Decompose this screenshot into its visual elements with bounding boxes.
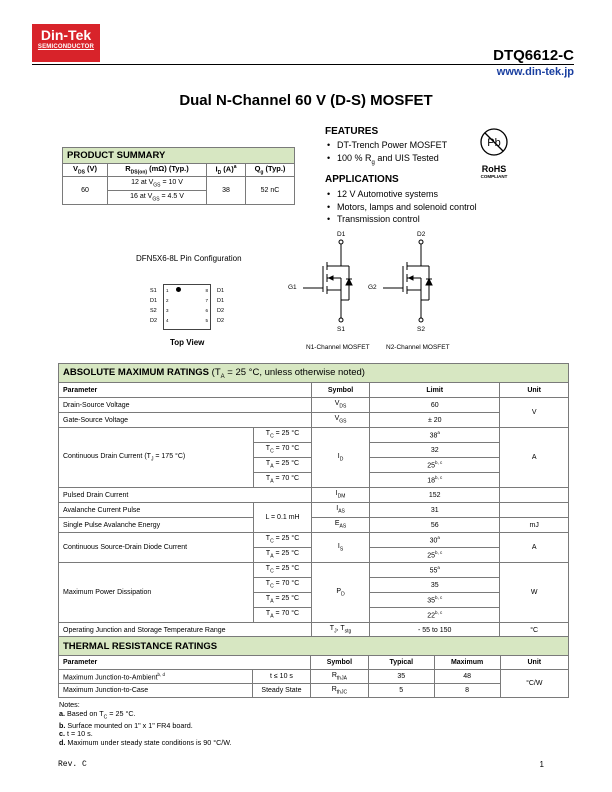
features-list (325, 139, 447, 169)
features-section (325, 126, 447, 169)
pin-number: 7 (205, 298, 208, 303)
logo-subtext: SEMICONDUCTOR (37, 44, 95, 50)
applications-heading: APPLICATIONS (325, 174, 399, 185)
d2-label: D2 (417, 231, 426, 238)
table-row: Operating Junction and Storage Temperature Range $T_J$, $T_{stg}$ - 55 to 150 °C (59, 623, 569, 638)
table-row: $T_A = 70$ °C 22$^{b, c}$ (59, 608, 569, 623)
package-outline (150, 284, 224, 330)
pin-number: 6 (205, 308, 208, 313)
thermal-resistance-table (58, 636, 569, 698)
table-row: Continuous Drain Current ($T_J = 175$ °C) $T_C = 25$ °C $I_D$ 38$^a$ A (59, 428, 569, 443)
table-row: Pulsed Drain Current $I_{DM}$ 152 (59, 488, 569, 503)
table-row: $T_A = 25$ °C 25$^{b, c}$ (59, 548, 569, 563)
table-row: Gate-Source Voltage $V_{GS}$ ± 20 (59, 413, 569, 428)
table-row: Avalanche Current Pulse L = 0.1 mH $I_{AS}$ 31 (59, 503, 569, 518)
pb-free-icon (472, 126, 516, 160)
pin-number: 8 (205, 288, 208, 293)
page-title: Dual N-Channel 60 V (D-S) MOSFET (179, 92, 433, 109)
product-summary-heading: PRODUCT SUMMARY (63, 148, 295, 164)
note-a: a. Based on $T_C = 25$ °C. (59, 708, 136, 721)
feature-item: • 100 % $R_g$ and UIS Tested (325, 152, 447, 169)
vds-value: 60 (63, 177, 108, 205)
note-b: b. Surface mounted on 1" x 1" FR4 board. (59, 720, 193, 730)
note-c: c. t = 10 s. (59, 729, 93, 739)
absolute-max-ratings-table (58, 363, 569, 638)
pin-label: D1 (150, 298, 158, 304)
col-maximum: Maximum (434, 656, 500, 670)
top-view-label: Top View (170, 338, 205, 347)
col-id: $I_D$ $(A)^a$ (207, 164, 246, 177)
applications-list (325, 188, 477, 226)
pin-label: D1 (216, 298, 224, 304)
pin-config-title: DFN5X6-8L Pin Configuration (136, 254, 242, 263)
table-row: $T_A = 25$ °C 25$^{b, c}$ (59, 458, 569, 473)
col-unit: Unit (500, 656, 568, 670)
feature-item: • DT-Trench Power MOSFET (325, 139, 447, 152)
application-item: • 12 V Automotive systems (325, 188, 477, 201)
pin-label: D2 (150, 318, 158, 324)
s1-label: S1 (337, 326, 345, 333)
pin-label: S2 (150, 308, 157, 314)
pin-label: S1 (150, 288, 157, 294)
pin-number: 4 (166, 318, 169, 323)
d1-label: D1 (337, 231, 346, 238)
table-row: Maximum Junction-to-Case Steady State $R_{thJC}$ 5 8 (59, 684, 569, 698)
notes (59, 701, 232, 747)
col-symbol: Symbol (311, 383, 369, 398)
table-row: $T_A = 70$ °C 18$^{b, c}$ (59, 473, 569, 488)
applications-section (325, 174, 477, 226)
mosfet-symbol-icon (295, 230, 465, 342)
header-rule (32, 64, 574, 65)
pin-label: D2 (216, 308, 224, 314)
col-parameter: Parameter (59, 383, 312, 398)
part-number: DTQ6612-C (493, 47, 574, 64)
product-summary-table (62, 147, 295, 205)
pin-label: D2 (216, 318, 224, 324)
features-heading: FEATURES (325, 126, 379, 137)
n1-caption: N1-Channel MOSFET (306, 344, 370, 351)
table-row: $T_C = 70$ °C 32 (59, 443, 569, 458)
col-limit: Limit (370, 383, 500, 398)
application-item: • Motors, lamps and solenoid control (325, 201, 477, 214)
mosfet-schematics (288, 230, 465, 360)
rds-row-1: 12 at $V_{GS} = 10$ V (108, 177, 207, 191)
rohs-sub: COMPLIANT (480, 174, 508, 179)
table-row: Maximum Power Dissipation $T_C = 25$ °C $P_D$ 55$^a$ W (59, 563, 569, 578)
table-row: $T_C = 70$ °C 35 (59, 578, 569, 593)
col-qg: $Q_g$ (Typ.) (246, 164, 295, 177)
pin-number: 1 (166, 288, 169, 293)
g2-label: G2 (368, 284, 377, 291)
pin1-marker-icon (176, 287, 181, 292)
table-row: Continuous Source-Drain Diode Current $T_C = 25$ °C $I_S$ 30$^a$ A (59, 533, 569, 548)
table-row: Single Pulse Avalanche Energy $E_{AS}$ 56 mJ (59, 518, 569, 533)
logo-text: Din-Tek (40, 27, 92, 43)
pin-number: 2 (166, 298, 169, 303)
col-vds: $V_{DS}$ (V) (63, 164, 108, 177)
table-row: $T_A = 25$ °C 35$^{b, c}$ (59, 593, 569, 608)
pb-text: Pb (487, 137, 501, 149)
id-value: 38 (207, 177, 246, 205)
rohs-label: RoHS (481, 164, 507, 174)
note-d: d. Maximum under steady state conditions is 90 °C/W. (59, 737, 232, 747)
company-logo (32, 24, 100, 62)
g1-label: G1 (288, 284, 297, 291)
rds-row-2: 16 at $V_{GS} = 4.5$ V (108, 191, 207, 205)
s2-label: S2 (417, 326, 425, 333)
revision-label: Rev. C (58, 760, 87, 769)
application-item: • Transmission control (325, 213, 477, 226)
rohs-badge (472, 126, 516, 178)
notes-heading: Notes: (59, 700, 80, 709)
page-number: 1 (539, 760, 544, 769)
col-typical: Typical (368, 656, 434, 670)
n2-caption: N2-Channel MOSFET (386, 344, 450, 351)
pin-number: 3 (166, 308, 169, 313)
col-rds: $R_{DS(on)}$ (mΩ) (Typ.) (108, 164, 207, 177)
pin-number: 5 (205, 318, 208, 323)
col-unit: Unit (500, 383, 569, 398)
website-link[interactable]: www.din-tek.jp (496, 66, 574, 78)
col-parameter: Parameter (59, 656, 311, 670)
thermal-heading: THERMAL RESISTANCE RATINGS (59, 637, 569, 656)
abs-max-heading: ABSOLUTE MAXIMUM RATINGS ($T_A = 25$ °C, unless otherwise noted) (59, 364, 569, 383)
pin-label: D1 (216, 288, 224, 294)
table-row: Drain-Source Voltage $V_{DS}$ 60 V (59, 398, 569, 413)
qg-value: 52 nC (246, 177, 295, 205)
col-symbol: Symbol (310, 656, 368, 670)
table-row: Maximum Junction-to-Ambient$^{b, d}$ t ≤ 10 s $R_{thJA}$ 35 48 °C/W (59, 670, 569, 684)
